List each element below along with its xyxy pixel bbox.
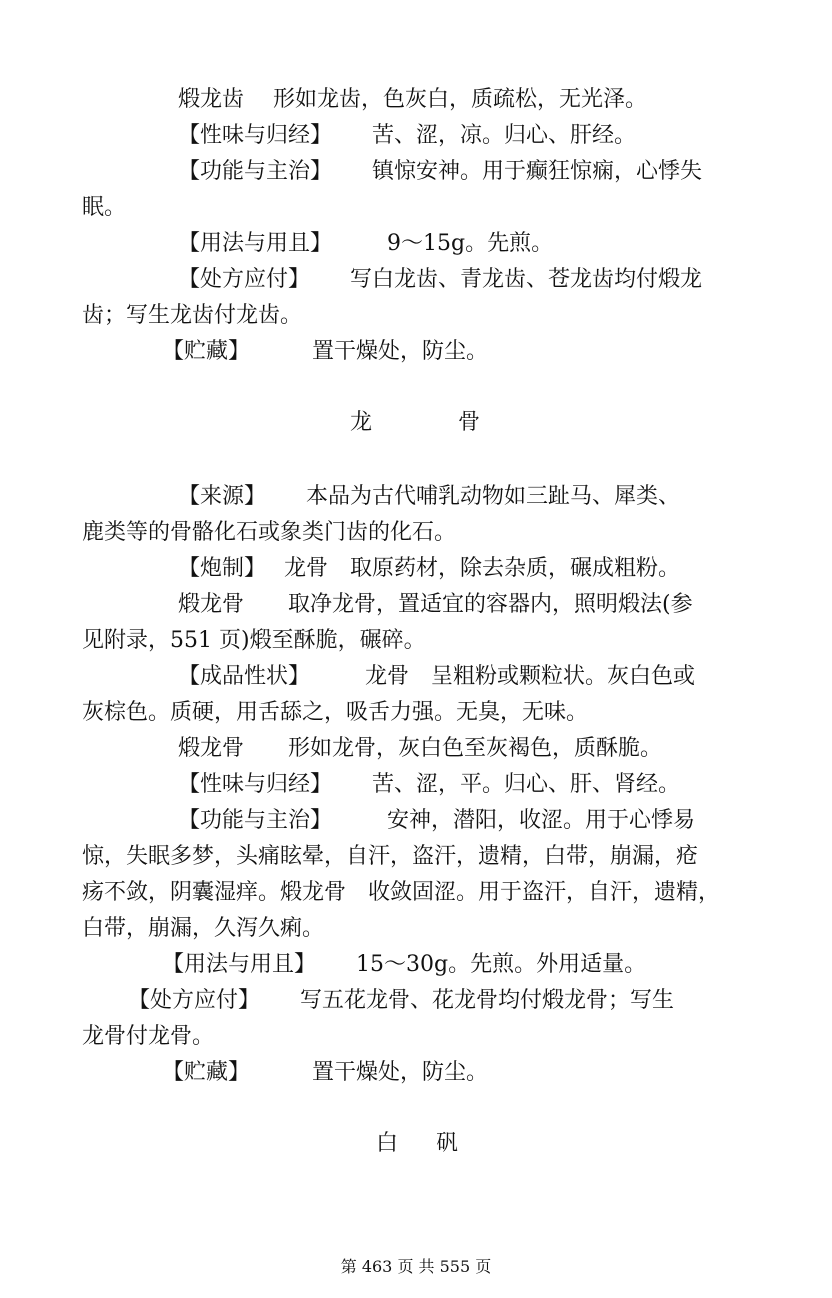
longgu-laiyuan-line2: 鹿类等的骨骼化石或象类门齿的化石。 bbox=[82, 520, 457, 545]
longgu-duan-line1: 煅龙骨 取净龙骨，置适宜的容器内，照明煅法(参 bbox=[178, 592, 693, 617]
longgu-gongneng-line2: 惊，失眠多梦，头痛眩晕，自汗，盗汗，遗精，白带，崩漏，疮 bbox=[82, 844, 699, 869]
longgu-laiyuan-line1: 【来源】 本品为古代哺乳动物如三趾马、犀类、 bbox=[178, 484, 680, 509]
longgu-chufang-line2: 龙骨付龙骨。 bbox=[82, 1024, 215, 1049]
longgu-gongneng-line4: 白带，崩漏，久泻久痢。 bbox=[82, 916, 325, 941]
longgu-chufang-line1: 【处方应付】 写五花龙骨、花龙骨均付煅龙骨；写生 bbox=[128, 988, 674, 1013]
duanlongchi-yongfa: 【用法与用且】 9～15g。先煎。 bbox=[178, 231, 554, 256]
longgu-duan-line2: 见附录，551 页)煅至酥脆，碾碎。 bbox=[82, 628, 426, 653]
duanlongchi-xingwei: 【性味与归经】 苦、涩，凉。归心、肝经。 bbox=[178, 123, 636, 148]
longgu-yongfa: 【用法与用且】 15～30g。先煎。外用适量。 bbox=[162, 952, 647, 977]
longgu-duan-description: 煅龙骨 形如龙骨，灰白色至灰褐色，质酥脆。 bbox=[178, 736, 663, 761]
duanlongchi-gongneng-line1: 【功能与主治】 镇惊安神。用于癫狂惊痫，心悸失 bbox=[178, 159, 702, 184]
longgu-title-char2: 骨 bbox=[458, 410, 481, 435]
duanlongchi-zhucang: 【贮藏】 置干燥处，防尘。 bbox=[162, 339, 488, 364]
longgu-paozhi: 【炮制】 龙骨 取原药材，除去杂质，碾成粗粉。 bbox=[178, 556, 680, 581]
duanlongchi-chufang-line1: 【处方应付】 写白龙齿、青龙齿、苍龙齿均付煅龙 bbox=[178, 267, 702, 292]
baifan-title-char1: 白 bbox=[376, 1131, 399, 1156]
longgu-title-char1: 龙 bbox=[350, 410, 373, 435]
duanlongchi-description: 煅龙齿 形如龙齿，色灰白，质疏松，无光泽。 bbox=[178, 87, 647, 112]
duanlongchi-gongneng-line2: 眠。 bbox=[82, 195, 127, 220]
longgu-gongneng-line1: 【功能与主治】 安神，潜阳，收涩。用于心悸易 bbox=[178, 808, 696, 833]
longgu-gongneng-line3: 疡不敛，阴囊湿痒。煅龙骨 收敛固涩。用于盗汗，自汗，遗精， bbox=[82, 880, 721, 905]
longgu-xingwei: 【性味与归经】 苦、涩，平。归心、肝、肾经。 bbox=[178, 772, 680, 797]
longgu-zhucang: 【贮藏】 置干燥处，防尘。 bbox=[162, 1060, 488, 1085]
baifan-title-char2: 矾 bbox=[436, 1131, 459, 1156]
duanlongchi-chufang-line2: 齿；写生龙齿付龙齿。 bbox=[82, 303, 303, 328]
page-footer: 第 463 页 共 555 页 bbox=[340, 1257, 492, 1276]
longgu-xingzhuang-line2: 灰棕色。质硬，用舌舔之，吸舌力强。无臭，无味。 bbox=[82, 700, 589, 725]
longgu-xingzhuang-line1: 【成品性状】 龙骨 呈粗粉或颗粒状。灰白色或 bbox=[178, 664, 696, 689]
